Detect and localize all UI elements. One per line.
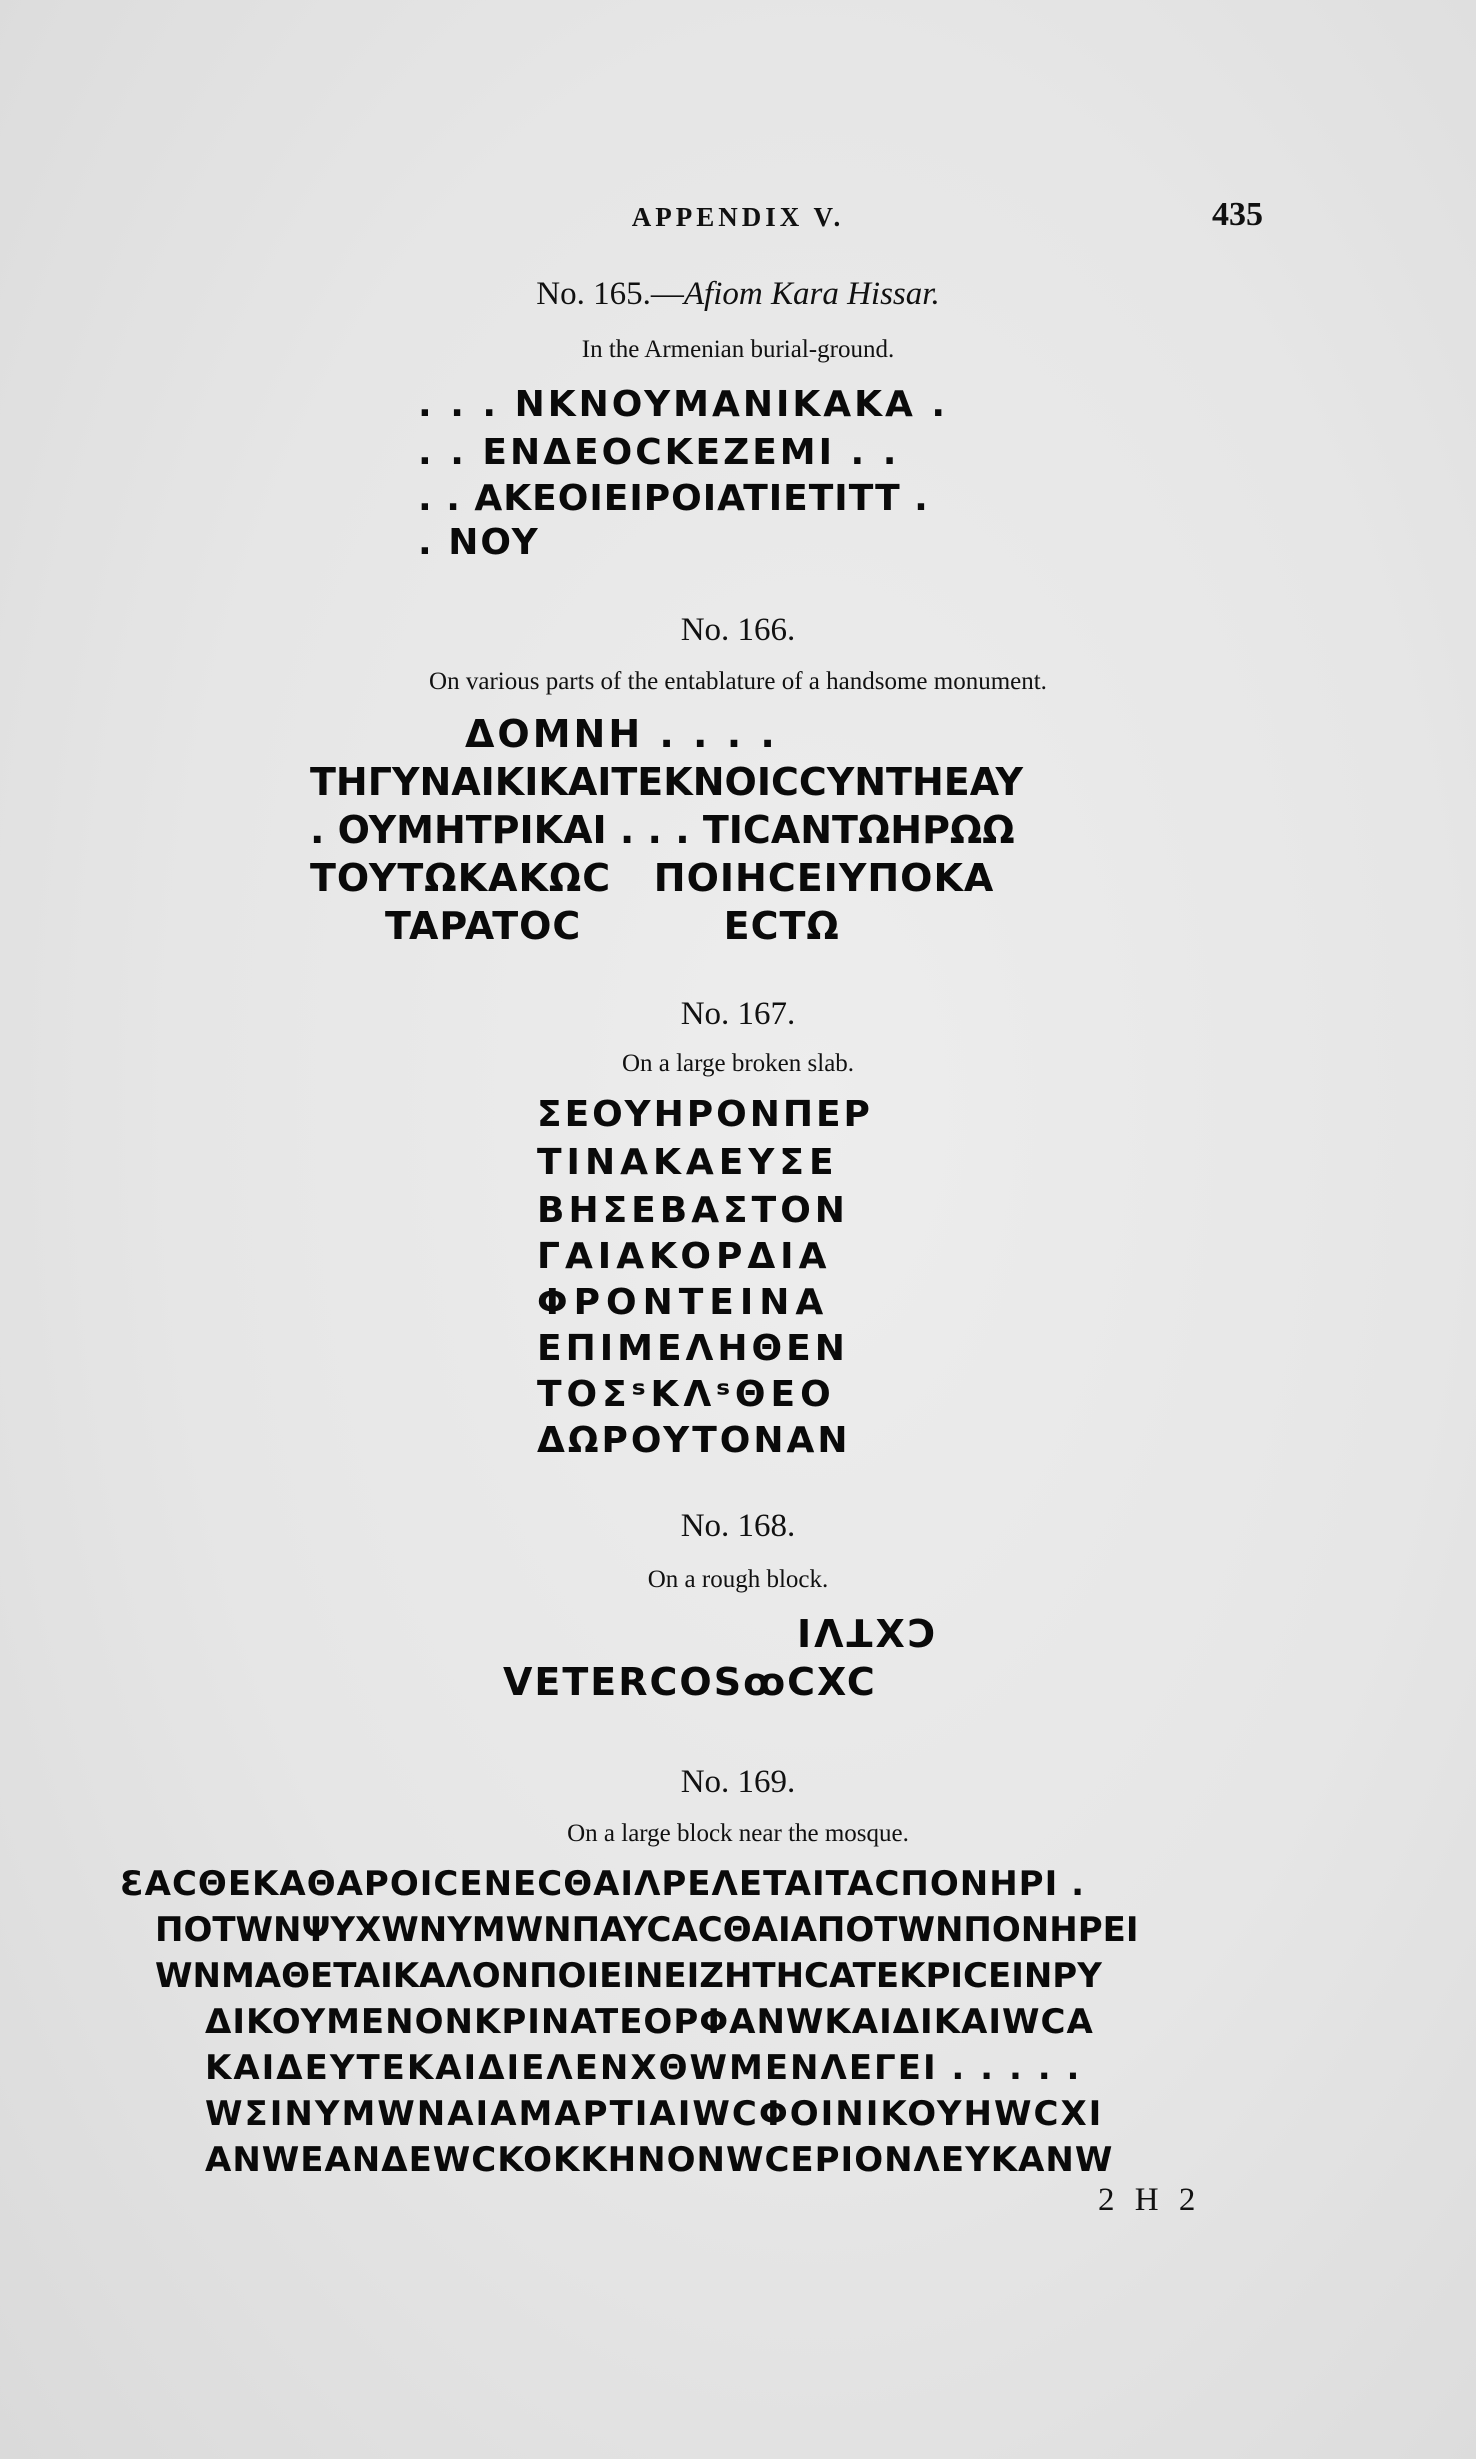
- inscription-line: . OYMHTPIKAI . . . TICANTΩHPΩΩ: [310, 808, 1015, 852]
- inscription-line: ƐACΘEKAΘAPOICENECΘAIΛPEΛETAITACΠONHPI .: [120, 1864, 1086, 1904]
- inscription-line: . . ENΔEOCKEZEMI . .: [418, 432, 900, 473]
- inscription-line: . . AKEOIEIPOIATIETITT .: [418, 478, 929, 519]
- entry-165-caption: In the Armenian burial-ground.: [581, 336, 895, 363]
- inscription-line: ΣEOYHPONΠEP: [537, 1094, 873, 1135]
- entry-166-caption: On various parts of the entablature of a handsome monument.: [429, 668, 1047, 695]
- page-header: [0, 196, 1476, 242]
- entry-167-title: No. 167.: [680, 996, 796, 1032]
- inscription-line: . . . NKNOYMANIKAKA .: [418, 384, 949, 425]
- entry-number: No. 165.—: [536, 276, 684, 312]
- inscription-line: . NOY: [418, 522, 540, 563]
- entry-place: Afiom Kara Hissar.: [683, 276, 940, 312]
- inscription-line: KAIΔEYTEKAIΔIEΛENXΘWMENΛEΓEI . . . . .: [205, 2048, 1082, 2088]
- inscription-line: ΦPONTEINA: [537, 1282, 830, 1323]
- inscription-line: TINAKAEYΣE: [537, 1142, 839, 1183]
- inscription-line: ΔOMNH . . . .: [465, 712, 778, 756]
- inscription-line: THΓYNAIKIKAITEKNOICCYNTHEAY: [310, 760, 1024, 804]
- entry-165-title: [0, 276, 1476, 313]
- inscription-line: ANWEANΔEWCKOKKHNONWCEPIONΛEYKANW: [205, 2140, 1114, 2180]
- inscription-line: BHΣEBAΣTON: [537, 1190, 849, 1231]
- inscription-line: ΓAIAKOPΔIA: [537, 1236, 832, 1277]
- inscription-line: TOΣˢKΛˢΘEO: [537, 1374, 836, 1415]
- inscription-line: VETERCOSꝏCXC: [503, 1660, 877, 1704]
- inscription-line: ΠOTWNΨYXWNYMWNΠAYCACΘAIAΠOTWNΠONHPEI: [155, 1910, 1139, 1950]
- inscription-line: TOYTΩKAKΩC ΠOIHCEIYΠOKA: [310, 856, 995, 900]
- entry-168-caption: On a rough block.: [647, 1566, 829, 1593]
- signature-mark: 2 H 2: [1098, 2182, 1202, 2218]
- inscription-line: ΔΩPOYTONAN: [537, 1420, 851, 1461]
- inscription-line: TAPATOC ECTΩ: [385, 904, 840, 948]
- running-head: APPENDIX V.: [631, 202, 845, 232]
- entry-167-caption: On a large broken slab.: [621, 1050, 855, 1077]
- inscription-line: IΛꓕXƆ: [797, 1612, 939, 1656]
- entry-166-title: No. 166.: [680, 612, 796, 648]
- entry-169-title: No. 169.: [680, 1764, 796, 1800]
- inscription-line: EΠIMEΛHΘEN: [537, 1328, 849, 1369]
- inscription-line: WNMAΘETAIKAΛONΠOIEINEIZHTHCATEKPICEINPY: [155, 1956, 1102, 1996]
- page-number: 435: [1212, 196, 1263, 233]
- entry-169-caption: On a large block near the mosque.: [567, 1820, 909, 1847]
- entry-168-title: No. 168.: [680, 1508, 796, 1544]
- inscription-line: ΔIKOYMENONKPINATEOPΦANWKAIΔIKAIWCA: [205, 2002, 1094, 2042]
- inscription-line: WΣINYMWNAIAMAPTIAIWCΦOINIKOYHWCXI: [205, 2094, 1104, 2134]
